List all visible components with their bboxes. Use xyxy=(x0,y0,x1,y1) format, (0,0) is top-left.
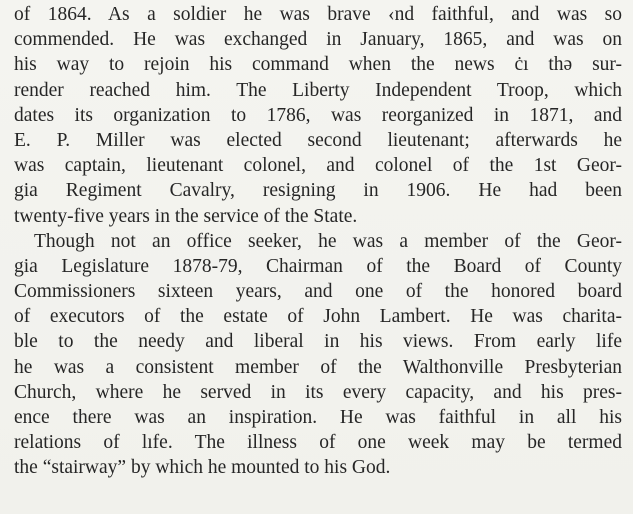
text-line: commended. He was exchanged in January, 1865, and was on xyxy=(14,29,622,51)
paragraph-1 xyxy=(14,2,622,229)
body-text xyxy=(14,2,622,481)
text-line: relations of lıfe. The illness of one week may be termed xyxy=(14,432,622,454)
paragraph-2 xyxy=(14,229,622,481)
text-line: dates its organization to 1786, was reorganized in 1871, and xyxy=(14,104,622,126)
text-line: his way to rejoin his command when the news ċı thə sur- xyxy=(14,54,622,76)
text-line: gia Regiment Cavalry, resigning in 1906. He had been xyxy=(14,180,622,202)
text-line: Commissioners sixteen years, and one of the honored board xyxy=(14,281,622,303)
text-line: Though not an office seeker, he was a member of the Geor- xyxy=(34,230,622,252)
text-line: of executors of the estate of John Lambert. He was charita- xyxy=(14,306,622,328)
text-line: E. P. Miller was elected second lieutenant; afterwards he xyxy=(14,129,622,151)
text-line: he was a consistent member of the Walthonville Presbyterian xyxy=(14,356,622,378)
text-line: gia Legislature 1878-79, Chairman of the Board of County xyxy=(14,255,622,277)
text-line: render reached him. The Liberty Independent Troop, which xyxy=(14,79,622,101)
text-line: the “stairway” by which he mounted to his God. xyxy=(14,457,391,479)
text-line: was captain, lieutenant colonel, and colonel of the 1st Geor- xyxy=(14,155,622,177)
text-line: of 1864. As a soldier he was brave ‹nd faithful, and was so xyxy=(14,4,622,25)
text-line: ble to the needy and liberal in his views. From early life xyxy=(14,331,622,353)
text-line: twenty-five years in the service of the State. xyxy=(14,205,358,227)
text-line: Church, where he served in its every capacity, and his pres- xyxy=(14,381,622,403)
text-line: ence there was an inspiration. He was faithful in all his xyxy=(14,407,622,428)
